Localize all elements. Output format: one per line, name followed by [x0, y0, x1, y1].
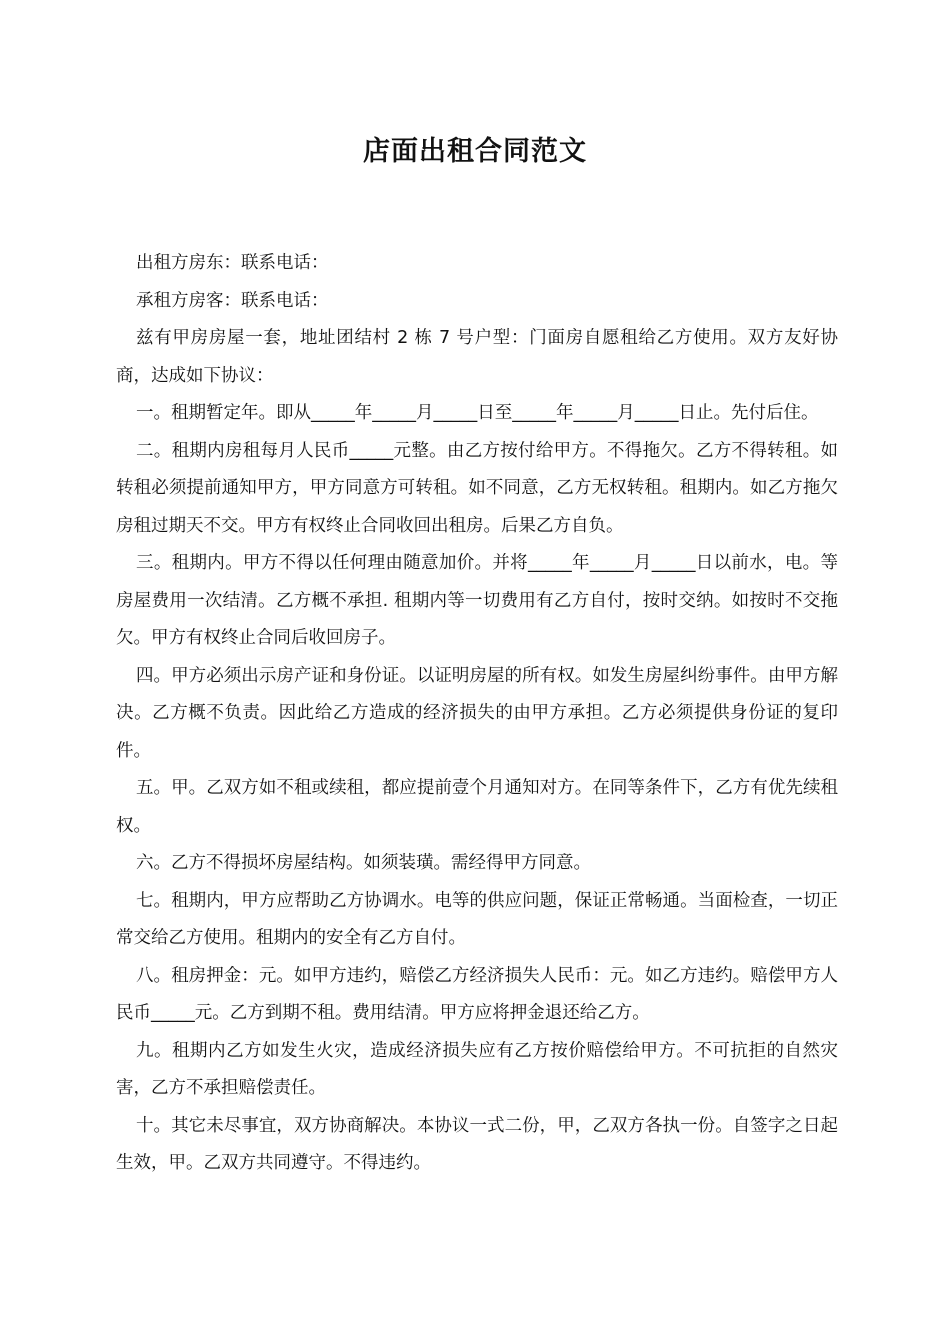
- document-title: 店面出租合同范文: [363, 136, 587, 167]
- clause-3: 三。租期内。甲方不得以任何理由随意加价。并将_____年_____月_____日以前水，电。等房屋费用一次结清。乙方概不承担. 租期内等一切费用有乙方自付，按时交纳。如按时不交拖欠。甲方有权终止合同后收回房子。: [116, 553, 838, 648]
- clause-5: 五。甲。乙双方如不租或续租，都应提前壹个月通知对方。在同等条件下，乙方有优先续租权。: [116, 778, 838, 836]
- lessee-line: 承租方房客：联系电话：: [136, 290, 329, 311]
- clause-2: 二。租期内房租每月人民币_____元整。由乙方按付给甲方。不得拖欠。乙方不得转租。如转租必须提前通知甲方，甲方同意方可转租。如不同意，乙方无权转租。租期内。如乙方拖欠房租过期天不交。甲方有权终止合同收回出租房。后果乙方自负。: [116, 440, 838, 536]
- document-body: [116, 245, 838, 1183]
- clause-7: 七。租期内，甲方应帮助乙方协调水。电等的供应问题，保证正常畅通。当面检查，一切正常交给乙方使用。租期内的安全有乙方自付。: [116, 890, 838, 948]
- lessor-line: 出租方房东：联系电话：: [136, 253, 329, 273]
- clause-4: 四。甲方必须出示房产证和身份证。以证明房屋的所有权。如发生房屋纠纷事件。由甲方解决。乙方概不负责。因此给乙方造成的经济损失的由甲方承担。乙方必须提供身份证的复印件。: [116, 665, 838, 761]
- clause-1: 一。租期暂定年。即从_____年_____月_____日至_____年_____月_____日止。先付后住。: [136, 403, 819, 423]
- clause-9: 九。租期内乙方如发生火灾，造成经济损失应有乙方按价赔偿给甲方。不可抗拒的自然灾害，乙方不承担赔偿责任。: [116, 1040, 838, 1098]
- clause-10: 十。其它未尽事宜，双方协商解决。本协议一式二份，甲，乙双方各执一份。自签字之日起生效，甲。乙双方共同遵守。不得违约。: [116, 1115, 838, 1173]
- clause-8: 八。租房押金：元。如甲方违约，赔偿乙方经济损失人民币：元。如乙方违约。赔偿甲方人民币_____元。乙方到期不租。费用结清。甲方应将押金退还给乙方。: [116, 965, 838, 1023]
- clause-6: 六。乙方不得损坏房屋结构。如须装璜。需经得甲方同意。: [136, 853, 591, 873]
- intro-paragraph: 兹有甲房房屋一套，地址团结村 2 栋 7 号户型：门面房自愿租给乙方使用。双方友好协商，达成如下协议：: [116, 328, 838, 386]
